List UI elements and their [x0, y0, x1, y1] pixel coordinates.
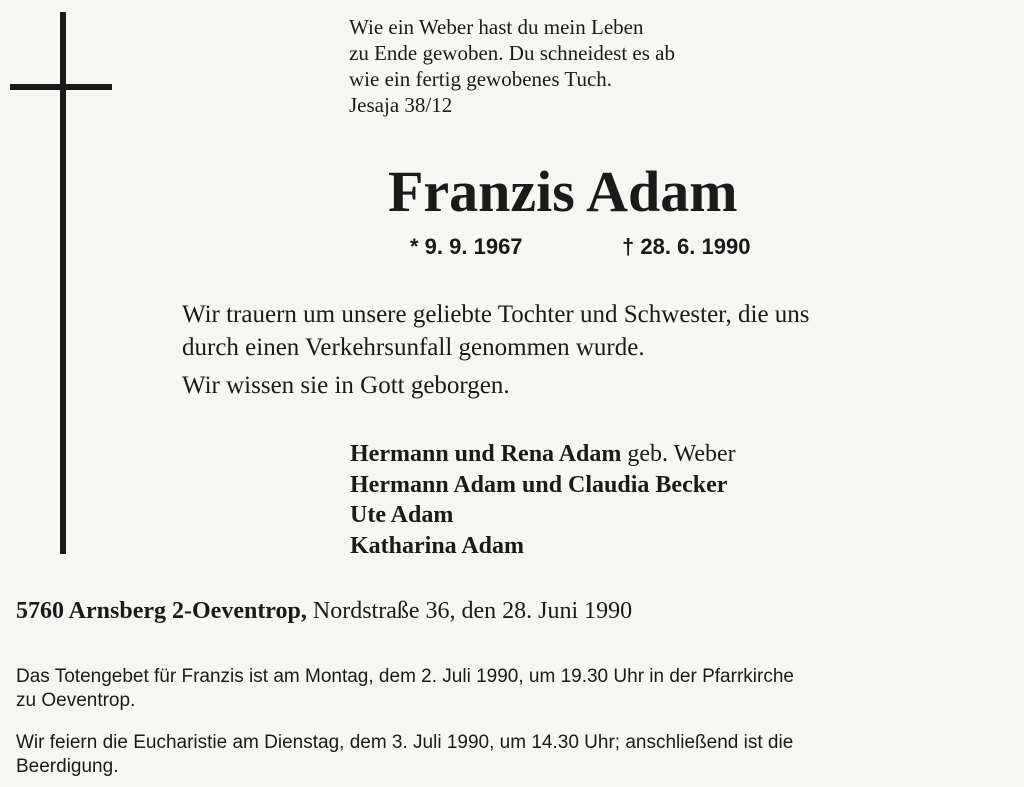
verse-line: wie ein fertig gewobenes Tuch. — [349, 67, 613, 91]
family-member — [350, 531, 736, 562]
verse-reference: Jesaja 38/12 — [349, 93, 453, 117]
birth-date: * 9. 9. 1967 — [410, 234, 523, 259]
bible-verse — [349, 14, 675, 118]
notice-line: zu Oeventrop. — [16, 690, 136, 711]
family-member-suffix: geb. Weber — [621, 441, 736, 467]
family-member — [350, 470, 736, 501]
funeral-notice — [16, 731, 1006, 779]
family-member-name: Hermann und Rena Adam — [350, 441, 622, 467]
family-member — [350, 500, 736, 531]
cross-icon — [60, 12, 66, 554]
notice-line: Wir feiern die Eucharistie am Dienstag, dem 3. Juli 1990, um 14.30 Uhr; anschließend ist die — [16, 732, 794, 753]
address-line — [16, 598, 632, 625]
address-details: Nordstraße 36, den 28. Juni 1990 — [306, 598, 633, 624]
trust-text: Wir wissen sie in Gott geborgen. — [182, 372, 510, 399]
verse-line: zu Ende gewoben. Du schneidest es ab — [349, 41, 675, 65]
mourning-line: durch einen Verkehrsunfall genommen wurde. — [182, 334, 645, 361]
family-member-name: Ute Adam — [350, 502, 454, 528]
address-place: 5760 Arnsberg 2-Oeventrop, — [16, 598, 307, 624]
family-member-name: Hermann Adam und Claudia Becker — [350, 471, 728, 498]
death-date: † 28. 6. 1990 — [622, 234, 751, 259]
family-member — [350, 439, 736, 470]
deceased-name: Franzis Adam — [388, 159, 738, 224]
mourning-text — [182, 298, 1012, 364]
family-list — [350, 439, 736, 561]
notice-line: Das Totengebet für Franzis ist am Montag, dem 2. Juli 1990, um 19.30 Uhr in der Pfarrkirche — [16, 666, 794, 687]
notice-line: Beerdigung. — [16, 756, 119, 777]
family-member-name: Katharina Adam — [350, 532, 525, 559]
verse-line: Wie ein Weber hast du mein Leben — [349, 15, 644, 39]
cross-icon-crossbar — [10, 84, 112, 90]
prayer-notice — [16, 665, 1006, 713]
mourning-line: Wir trauern um unsere geliebte Tochter und Schwester, die uns — [182, 301, 810, 328]
